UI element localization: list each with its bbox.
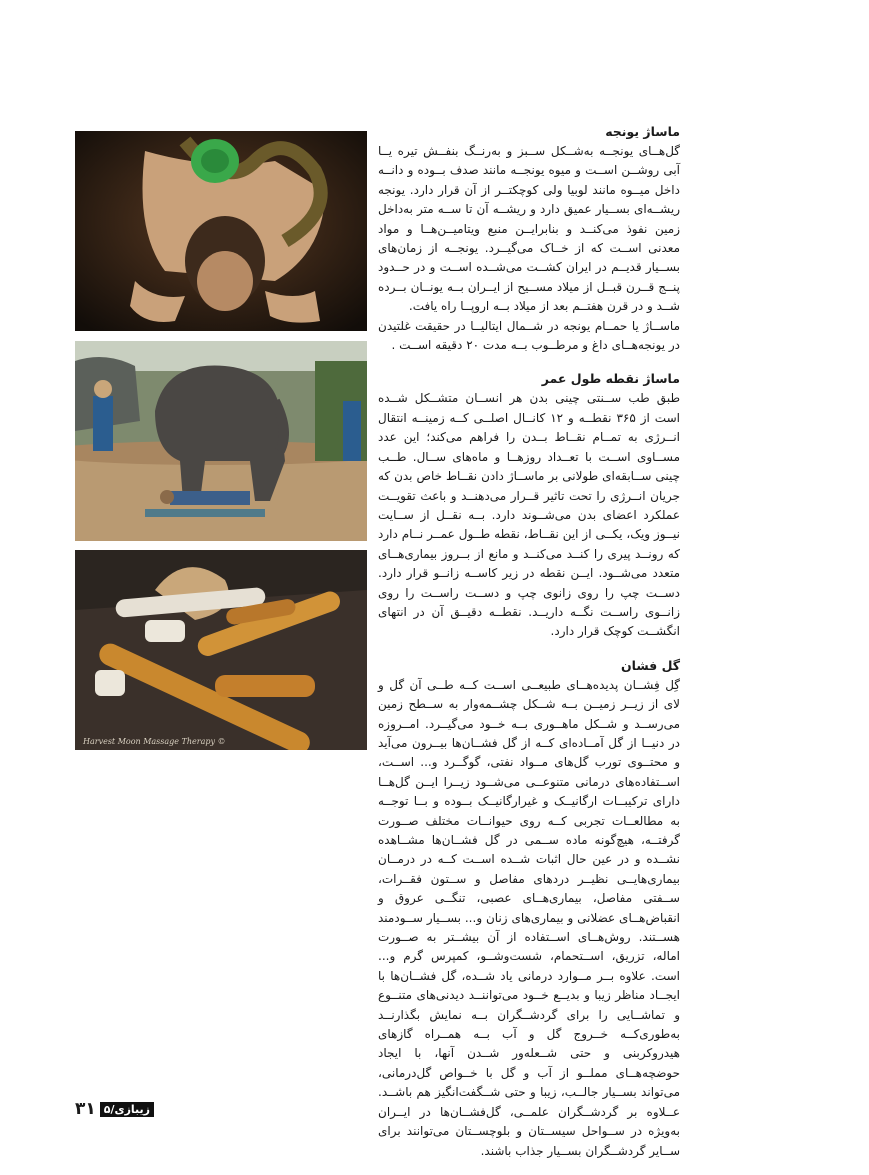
section-mud-volcano bbox=[378, 656, 680, 1161]
bamboo-tools-photo bbox=[75, 550, 367, 750]
section-paragraph: گل‌هــای یونجــه به‌شــکل ســبز و به‌رنــگ بنفــش تیره یــا آبی روشــن اســت و میوه یونجــه مانند صدف بــوده و دانــه داخل میــوه مانند لوبیا ولی کوچکتــر از آن قرار دارد. یونجه ریشــه‌ای بســیار عمیق دارد و ریشــه آن تا ســه متر به‌داخل زمین نفوذ می‌کنــد و بنابرایــن منبع ویتامیــن‌هــا و مواد معدنی اســت که از خــاک می‌گیــرد. یونجــه از زمان‌های بســیار قدیــم در ایران کشــت می‌شــده اســت و در حــدود پنــج قــرن قبــل از میلاد مســیح از ایــران بــه یونــان بــرده شــد و در قرن هفتــم بعد از میلاد بــه اروپــا راه یافت. bbox=[378, 144, 680, 314]
section-alfalfa-massage bbox=[378, 122, 680, 355]
elephant-massage-photo bbox=[75, 341, 367, 541]
section-paragraph: طبق طب ســنتی چینی بدن هر انســان متشــکل شــده است از ۳۶۵ نقطــه و ۱۲ کانــال اصلــی کــه زمینــه انتقال انــرژی به تمــام نقــاط بــدن را فراهم می‌کند؛ این عدد مســاوی اســت با تعــداد روزهــا و ماه‌های ســال. طــب چینی ســابقه‌ای طولانی بر ماســاژ دادن نقــاط خاص بدن که جریان انــرژی را تحت تاثیر قــرار می‌دهنــد و باعث تقویــت عملکرد اعضای بدن می‌شــوند دارد. بــه نقــل از ســایت نیــوز ویک، یکــی از این نقــاط، نقطه طــول عمــر نــام دارد که رونــد پیری را کنــد می‌کنــد و مانع از بــروز بیماری‌هــای متعدد می‌شــود. ایــن نقطه در زیر کاســه زانــو قرار دارد. دســت چپ را روی زانوی چپ و دســت راســت را روی زانــوی راســت نگــه داریــد. نقطــه دقیــق آن در انتهای انگشــت کوچک قرار دارد. bbox=[378, 391, 680, 639]
page-footer bbox=[75, 1098, 154, 1120]
section-title: ماساژ یونجه bbox=[605, 124, 680, 139]
photo-credit: Harvest Moon Massage Therapy © bbox=[83, 737, 226, 746]
article-text-column bbox=[378, 122, 680, 1175]
section-title: ماساژ نقطه طول عمر bbox=[541, 371, 680, 387]
section-paragraph: گِل فِشــان پدیده‌هــای طبیعــی اســت کــه طــی آن گل و لای از زیــر زمیــن بــه شــکل چشــمه‌وار به ســطح زمین می‌رســد و شــکل ماهــوری بــه خــود می‌گیــرد. امــروزه در دنیــا از گل آمــاده‌ای کــه از گل فشــان‌ها بیــرون می‌آید و محتــوی تورب گل‌های مــواد نفتی، گوگــرد و... اســت، اســتفاده‌های درمانی متنوعــی می‌شــود زیــرا ایــن گل‌هــا دارای ترکیبــات ارگانیــک و غیرارگانیــک بــوده و بــا توجــه به مطالعــات تجربی کــه روی حیوانــات مختلف صــورت گرفتــه، هیچ‌گونه ماده ســمی در گل فشــان‌ها مشــاهده نشــده و در عین حال اثبات شــده اســت کــه در درمــان بیماری‌هایــی نظیــر دردهای مفاصل و ســتون فقــرات، ســفتی مفاصل، بیماری‌هــای عصبی، تنگــی عروق و انقباض‌هــای عضلانی و بیماری‌های زنان و... بســیار ســودمند هســتند. روش‌هــای اســتفاده از آن بیشــتر به صــورت اماله، تزریق، اســتحمام، شست‌وشــو، کمپرس گرم و... است. علاوه بــر مــوارد درمانی یاد شــده، گل فشــان‌ها با ایجــاد مناظر زیبا و بدیــع خــود می‌تواننــد دیدنی‌های متنــوع و تماشــایی را برای گردشــگران بــه نمایش بگذارنــد به‌طوری‌کــه خــروج گل و آب بــه همــراه گازهای هیدروکربنی و حتی شــعله‌ور شــدن آنها، با ایجاد حوضچه‌هــای مملــو از آب و گل با خــواص گل‌درمانی، می‌تواند بســیار جالــب، زیبا و حتی شــگفت‌انگیز هم باشــد. عــلاوه بر گردشــگران علمــی، گل‌فشــان‌ها در ایــران به‌ویژه در ســواحل سیســتان و بلوچســتان می‌توانند برای ســایر گردشــگران بســیار جذاب باشند. bbox=[378, 677, 680, 1158]
magazine-name: زیبازی/۵ bbox=[100, 1102, 154, 1117]
snake-massage-photo bbox=[75, 131, 367, 331]
section-title: گل فشان bbox=[620, 657, 680, 673]
page-number: ۳۱ bbox=[75, 1099, 96, 1119]
section-longevity-point-massage bbox=[378, 369, 680, 641]
section-paragraph: ماســاژ یا حمــام یونجه در شــمال ایتالیــا در حقیقت غلتیدن در یونجه‌هــای داغ و مرطــوب بــه مدت ۲۰ دقیقه اســت . bbox=[378, 318, 680, 353]
